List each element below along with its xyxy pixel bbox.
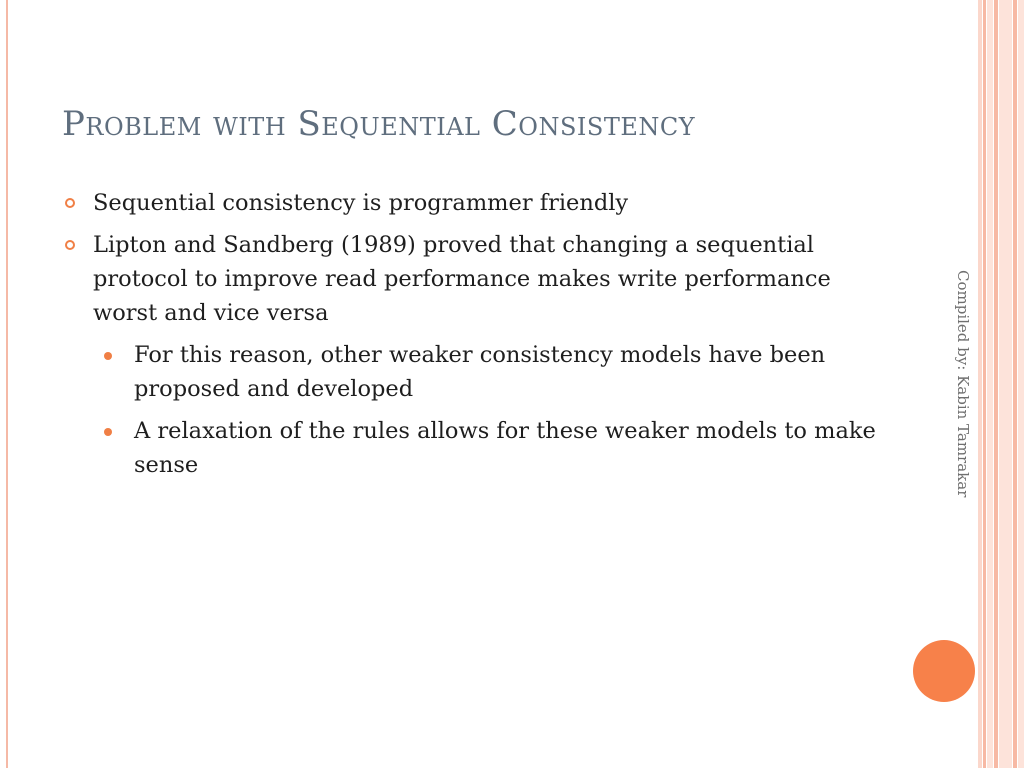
hollow-circle-bullet-icon <box>65 240 75 250</box>
sub-bullet-text: A relaxation of the rules allows for these weaker models to make sense <box>134 418 876 478</box>
bullet-item <box>62 228 892 330</box>
bullet-list <box>62 186 892 490</box>
sub-bullet-item <box>62 338 892 406</box>
filled-circle-bullet-icon <box>104 352 112 360</box>
right-stripe <box>999 0 1012 768</box>
right-stripe <box>983 0 986 768</box>
orange-circle-icon <box>913 640 975 702</box>
sub-bullet-item <box>62 414 892 482</box>
right-stripe <box>1018 0 1024 768</box>
right-stripe <box>994 0 998 768</box>
bullet-text: Lipton and Sandberg (1989) proved that changing a sequential protocol to improve read performance makes write performance worst and vice versa <box>93 232 831 326</box>
bullet-text: Sequential consistency is programmer friendly <box>93 190 629 216</box>
hollow-circle-bullet-icon <box>65 198 75 208</box>
right-stripe <box>978 0 982 768</box>
right-stripe <box>987 0 993 768</box>
filled-circle-bullet-icon <box>104 428 112 436</box>
right-stripe <box>1013 0 1017 768</box>
sub-bullet-text: For this reason, other weaker consistency models have been proposed and developed <box>134 342 826 402</box>
bullet-item <box>62 186 892 220</box>
slide-title: Problem with Sequential Consistency <box>62 104 696 144</box>
side-credit: Compiled by: Kabin Tamrakar <box>954 270 972 498</box>
